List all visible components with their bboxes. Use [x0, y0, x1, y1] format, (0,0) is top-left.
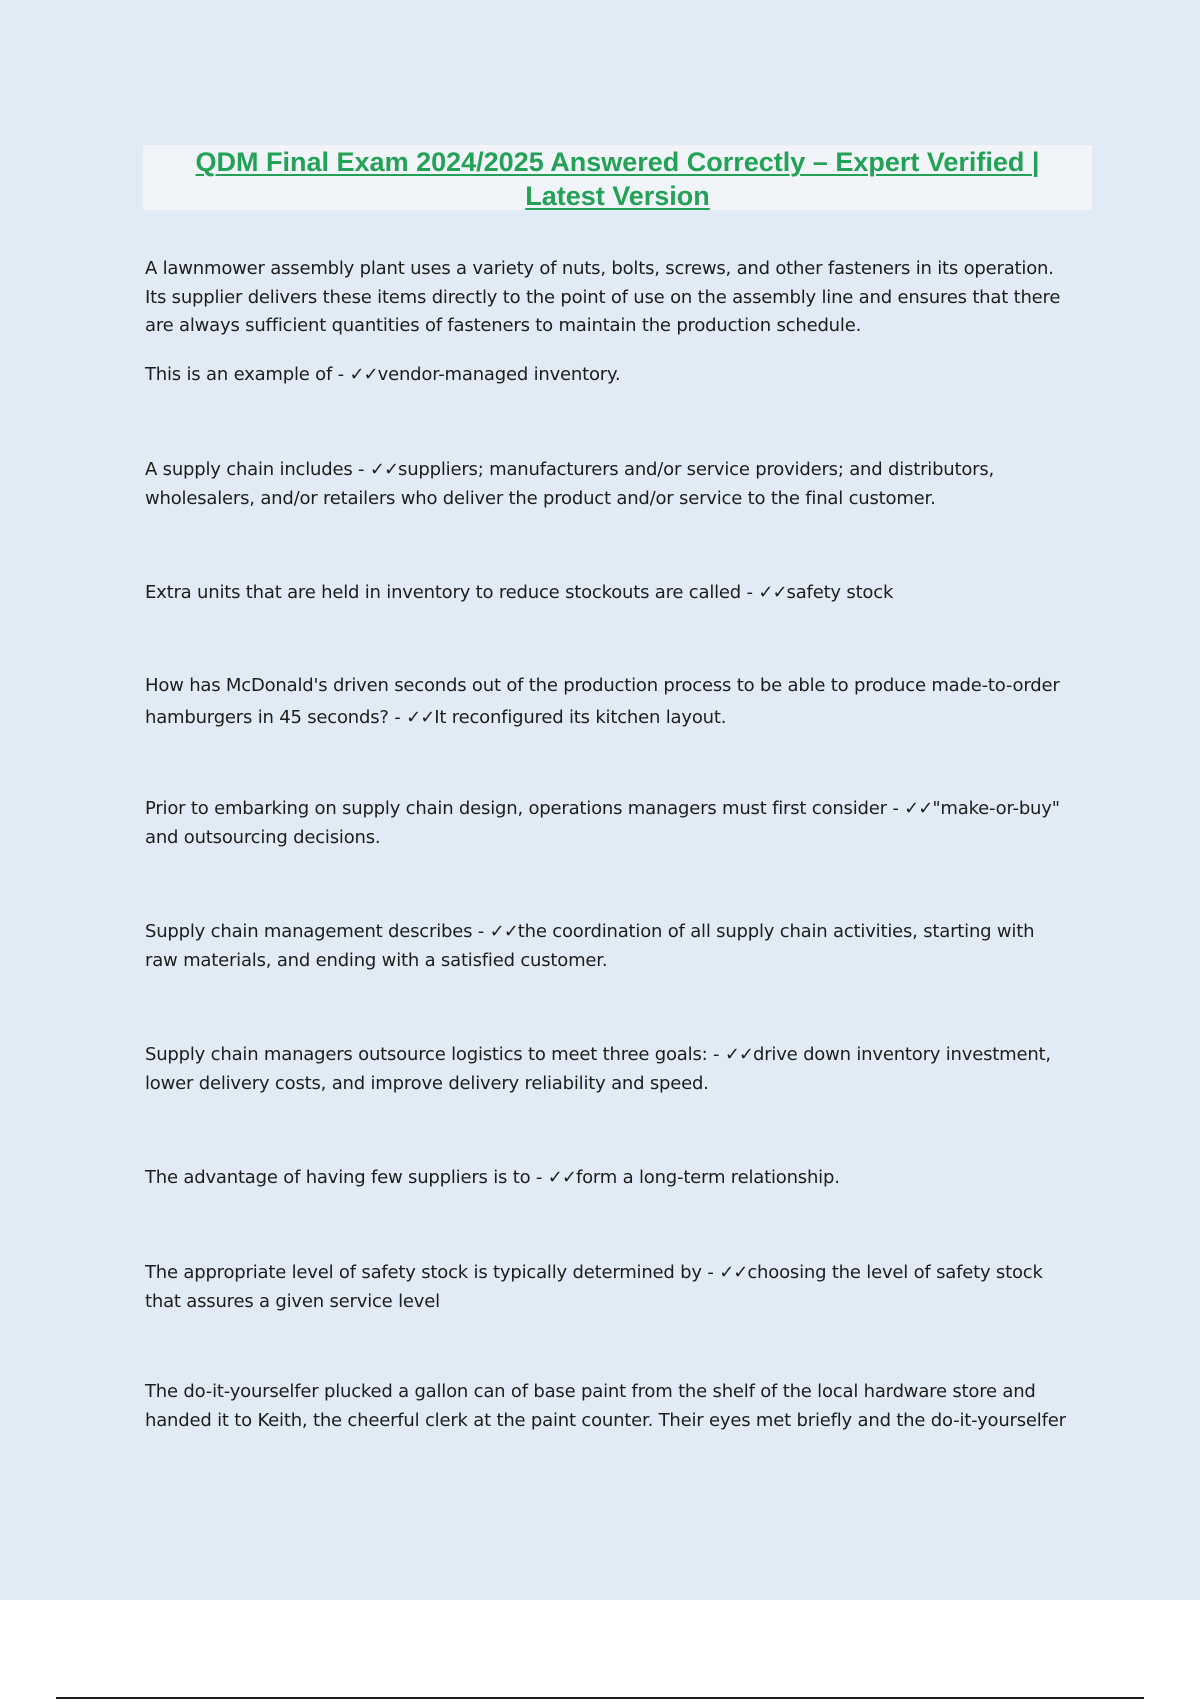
qa-item	[145, 361, 1095, 390]
qa-line	[145, 1041, 1095, 1070]
qa-line	[145, 1164, 1095, 1193]
question-text: A supply chain includes -	[145, 459, 370, 480]
answer-text: drive down inventory investment,	[753, 1044, 1051, 1065]
qa-item	[145, 579, 1095, 608]
answer-continuation: lower delivery costs, and improve delivery reliability and speed.	[145, 1072, 709, 1094]
qa-item	[145, 456, 1095, 513]
qa-line	[145, 1259, 1095, 1288]
document-title-line-2: Latest Version	[525, 181, 710, 211]
qa-item	[145, 1041, 1095, 1098]
qa-item	[145, 670, 1095, 734]
double-check-icon: ✓✓	[406, 707, 435, 728]
answer-text: "make-or-buy"	[932, 798, 1060, 819]
answer-continuation: raw materials, and ending with a satisfied customer.	[145, 949, 608, 971]
question-text: Supply chain management describes -	[145, 921, 490, 942]
text-line: How has McDonald's driven seconds out of the production process to be able to produce made-to-order	[145, 675, 1060, 696]
qa-line	[145, 456, 1095, 485]
answer-text: choosing the level of safety stock	[747, 1262, 1043, 1283]
question-text: This is an example of -	[145, 364, 350, 385]
answer-continuation: wholesalers, and/or retailers who deliver the product and/or service to the final customer.	[145, 487, 936, 509]
qa-line	[145, 795, 1095, 824]
question-text: Extra units that are held in inventory to reduce stockouts are called -	[145, 582, 759, 603]
qa-item	[145, 1259, 1095, 1316]
qa-line	[145, 702, 1095, 734]
text-line: are always sufficient quantities of fasteners to maintain the production schedule.	[145, 315, 862, 336]
answer-text: suppliers; manufacturers and/or service providers; and distributors,	[398, 459, 995, 480]
double-check-icon: ✓✓	[758, 582, 787, 603]
double-check-icon: ✓✓	[369, 459, 399, 480]
double-check-icon: ✓✓	[489, 921, 518, 942]
answer-text: vendor-managed inventory.	[377, 364, 621, 385]
double-check-icon: ✓✓	[724, 1044, 753, 1065]
double-check-icon: ✓✓	[719, 1262, 748, 1283]
question-text: Prior to embarking on supply chain design, operations managers must first consider -	[145, 798, 905, 819]
text-line: Its supplier delivers these items directly to the point of use on the assembly line and ensures that there	[145, 286, 1061, 308]
double-check-icon: ✓✓	[349, 364, 378, 385]
question-text: hamburgers in 45 seconds? -	[145, 707, 407, 728]
question-text: Supply chain managers outsource logistics to meet three goals: -	[145, 1044, 725, 1065]
question-paragraph	[145, 1378, 1095, 1435]
qa-line	[145, 579, 1095, 608]
question-text: The appropriate level of safety stock is typically determined by -	[145, 1262, 720, 1283]
qa-item	[145, 918, 1095, 975]
qa-item	[145, 1164, 1095, 1193]
answer-continuation: and outsourcing decisions.	[145, 826, 381, 848]
double-check-icon: ✓✓	[547, 1167, 576, 1188]
footer-divider	[56, 1697, 1144, 1699]
question-paragraph	[145, 255, 1095, 341]
question-text: The advantage of having few suppliers is to -	[145, 1167, 548, 1188]
answer-text: It reconfigured its kitchen layout.	[434, 707, 727, 728]
qa-line	[145, 361, 1095, 390]
answer-continuation: that assures a given service level	[145, 1290, 440, 1312]
text-line: The do-it-yourselfer plucked a gallon can of base paint from the shelf of the local hardware store and	[145, 1381, 1036, 1402]
qa-line	[145, 918, 1095, 947]
document-title-line-1: QDM Final Exam 2024/2025 Answered Correctly – Expert Verified |	[195, 147, 1040, 177]
title-banner	[143, 145, 1092, 210]
text-line: A lawnmower assembly plant uses a variety of nuts, bolts, screws, and other fasteners in its operation.	[145, 258, 1054, 279]
answer-text: safety stock	[786, 582, 894, 603]
qa-item	[145, 795, 1095, 852]
double-check-icon: ✓✓	[904, 798, 933, 819]
answer-text: the coordination of all supply chain activities, starting with	[517, 921, 1035, 942]
answer-text: form a long-term relationship.	[575, 1167, 840, 1188]
text-line: handed it to Keith, the cheerful clerk at the paint counter. Their eyes met briefly and the do-it-yourselfer	[145, 1409, 1066, 1431]
